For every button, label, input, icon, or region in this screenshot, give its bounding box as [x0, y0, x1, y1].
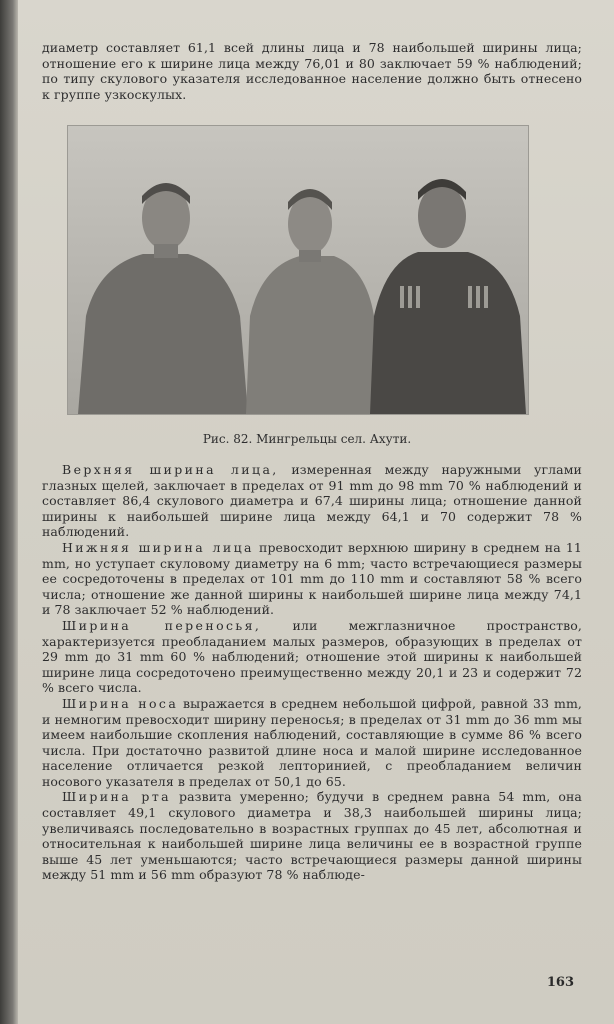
book-gutter [0, 0, 18, 1024]
body-text [42, 462, 582, 883]
paragraph: Нижняя ширина лица превосходит верхнюю ширину в среднем на 11 mm, но уступает скуловому диаметру на 6 mm; часто встречающиеся размеры ее сосредоточены в пределах от 101 mm до 110 mm и составляют 58 % всего числа; отношение же данной ширины к наибольшей ширине лица между 74,1 и 78 заключает 52 % наблюдений. [42, 539, 582, 618]
top-paragraph: диаметр составляет 61,1 всей длины лица и 78 наибольшей ширины лица; отношение его к ширине лица между 76,01 и 80 заключает 59 % наблюдений; по типу скулового указателя исследованное население должно быть отнесено к группе узкоскулых. [42, 40, 582, 102]
paragraph: Ширина носа выражается в среднем небольшой цифрой, равной 33 mm, и немногим превосходит ширину переносья; в пределах от 31 mm до 36 mm мы имеем наибольшие скопления наблюдений, составляющие в сумме 86 % всего числа. При достаточно развитой длине носа и малой ширине исследованное население отличается резкой лепторинией, с преобладанием величин носового указателя в пределах от 50,1 до 65. [42, 695, 582, 789]
paragraph: Ширина переносья, или межглазничное пространство, характеризуется преобладанием малых размеров, образующих в пределах от 29 mm до 31 mm 60 % наблюдений; отношение этой ширины к наибольшей ширине лица сосредоточено преимущественно между 20,1 и 23 и содержит 72 % всего числа. [42, 617, 582, 696]
figure-caption: Рис. 82. Мингрельцы сел. Ахути. [202, 432, 412, 446]
paragraph: Ширина рта развита умеренно; будучи в среднем равна 54 mm, она составляет 49,1 скулового диаметра и 38,3 наибольшей ширины лица; увеличиваясь последовательно в возрастных группах до 45 лет, абсолютная и относительная к наибольшей ширине лица величины ее в возрастной группе выше 45 лет уменьшаются; часто встречающиеся размеры данной ширины между 51 mm и 56 mm образуют 78 % наблюде- [42, 789, 582, 883]
photo-three-men [68, 126, 528, 414]
page-number: 163 [546, 975, 574, 990]
figure-photo [68, 126, 528, 414]
paragraph: Верхняя ширина лица, измеренная между наружными углами глазных щелей, заключает в пределах от 91 mm до 98 mm 70 % наблюдений и составляет 86,4 скулового диаметра и 67,4 ширины лица; отношение данной ширины к наибольшей ширине лица между 64,1 и 70 содержит 78 % наблюдений. [42, 462, 582, 540]
